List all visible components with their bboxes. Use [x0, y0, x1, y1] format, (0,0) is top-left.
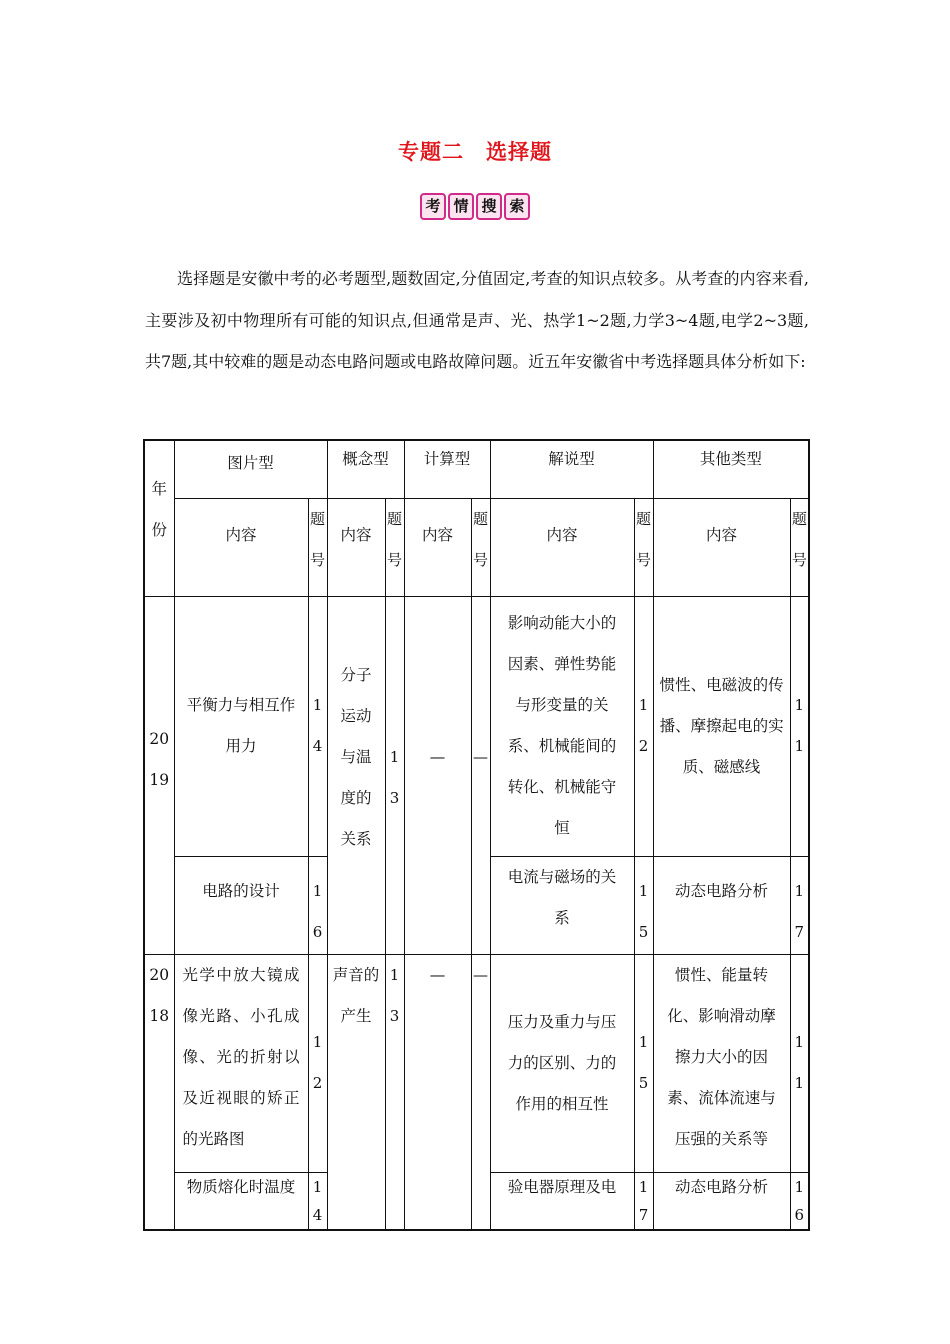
tag-char: 索 — [504, 193, 530, 220]
table-cell: 物质熔化时温度 — [174, 1172, 308, 1230]
year-cell: 2019 — [144, 596, 174, 954]
table-cell: 11 — [790, 596, 809, 856]
table-cell: 光学中放大镜成像光路、小孔成像、光的折射以及近视眼的矫正的光路图 — [174, 954, 308, 1172]
table-cell: 动态电路分析 — [653, 856, 790, 954]
category-explain: 解说型 — [490, 440, 653, 498]
table-cell: 惯性、电磁波的传播、摩擦起电的实质、磁感线 — [653, 596, 790, 856]
table-cell: 压力及重力与压力的区别、力的作用的相互性 — [490, 954, 634, 1172]
table-cell: 15 — [634, 954, 653, 1172]
category-picture: 图片型 — [174, 440, 327, 498]
year-header-text: 年份 — [151, 480, 167, 539]
analysis-table — [143, 439, 810, 1231]
table-cell: — — [471, 954, 490, 1230]
table-cell: — — [471, 596, 490, 954]
col-number: 题号 — [471, 498, 490, 596]
year-header — [144, 440, 174, 596]
table-cell: 平衡力与相互作用力 — [174, 596, 308, 856]
col-number: 题号 — [308, 498, 327, 596]
tag-char: 情 — [448, 193, 474, 220]
col-number: 题号 — [634, 498, 653, 596]
table-cell: 惯性、能量转化、影响滑动摩擦力大小的因素、流体流速与压强的关系等 — [653, 954, 790, 1172]
title-part2: 选择题 — [486, 140, 552, 164]
table-cell: 16 — [308, 856, 327, 954]
table-cell: 13 — [385, 596, 404, 954]
intro-paragraph: 选择题是安徽中考的必考题型,题数固定,分值固定,考查的知识点较多。从考查的内容来看,主要涉及初中物理所有可能的知识点,但通常是声、光、热学1~2题,力学3~4题,电学2~3题,共7题,其中较难的题是动态电路问题或电路故障问题。近五年安徽省中考选择题具体分析如下: — [145, 269, 809, 371]
table-cell: — — [404, 954, 471, 1230]
col-content: 内容 — [174, 498, 308, 596]
category-calc: 计算型 — [404, 440, 490, 498]
col-number: 题号 — [790, 498, 809, 596]
category-other: 其他类型 — [653, 440, 809, 498]
col-content: 内容 — [653, 498, 790, 596]
col-number: 题号 — [385, 498, 404, 596]
tag-char: 考 — [420, 193, 446, 220]
table-cell: 电路的设计 — [174, 856, 308, 954]
col-content: 内容 — [404, 498, 471, 596]
table-cell: 影响动能大小的因素、弹性势能与形变量的关系、机械能间的转化、机械能守恒 — [490, 596, 634, 856]
col-content: 内容 — [490, 498, 634, 596]
title-part1: 专题二 — [398, 140, 464, 164]
table-cell: 14 — [308, 1172, 327, 1230]
table-cell: — — [404, 596, 471, 954]
table-cell: 11 — [790, 954, 809, 1172]
table-cell: 16 — [790, 1172, 809, 1230]
tag-char: 搜 — [476, 193, 502, 220]
table-cell: 13 — [385, 954, 404, 1230]
table-cell: 17 — [790, 856, 809, 954]
table-cell: 验电器原理及电 — [490, 1172, 634, 1230]
table-cell: 17 — [634, 1172, 653, 1230]
table-cell: 声音的产生 — [327, 954, 385, 1230]
table-cell: 动态电路分析 — [653, 1172, 790, 1230]
category-concept: 概念型 — [327, 440, 404, 498]
table-cell: 15 — [634, 856, 653, 954]
section-tags — [0, 193, 950, 220]
table-cell: 电流与磁场的关系 — [490, 856, 634, 954]
table-cell: 12 — [634, 596, 653, 856]
table-cell: 14 — [308, 596, 327, 856]
page-title — [0, 136, 950, 166]
col-content: 内容 — [327, 498, 385, 596]
year-cell: 2018 — [144, 954, 174, 1230]
table-cell: 12 — [308, 954, 327, 1172]
table-cell: 分子运动与温度的关系 — [327, 596, 385, 954]
